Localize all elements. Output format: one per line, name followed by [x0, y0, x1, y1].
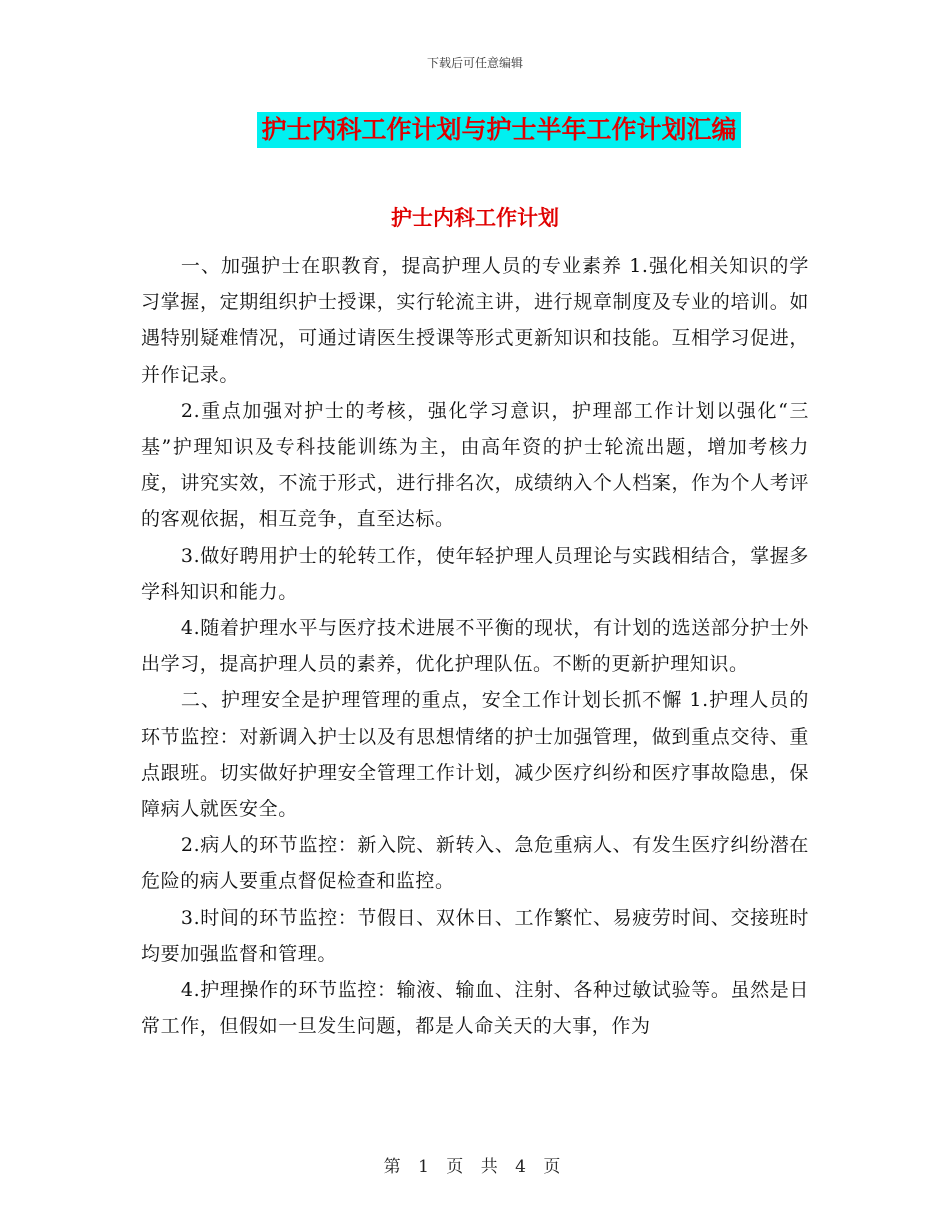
paragraph: 4.随着护理水平与医疗技术进展不平衡的现状，有计划的选送部分护士外出学习，提高护理人员的素养，优化护理队伍。不断的更新护理知识。: [141, 617, 809, 676]
document-title-container: [0, 112, 950, 148]
paragraph: 3.时间的环节监控：节假日、双休日、工作繁忙、易疲劳时间、交接班时均要加强监督和管理。: [141, 906, 809, 965]
document-title: 护士内科工作计划与护士半年工作计划汇编: [257, 112, 740, 148]
paragraph: 4.护理操作的环节监控：输液、输血、注射、各种过敏试验等。虽然是日常工作，但假如一旦发生问题，都是人命关天的大事，作为: [141, 979, 809, 1038]
paragraph: 2.病人的环节监控：新入院、新转入、急危重病人、有发生医疗纠纷潜在危险的病人要重点督促检查和监控。: [141, 834, 809, 893]
page-number-footer: 第 1 页 共 4 页: [383, 1157, 567, 1177]
paragraph: 3.做好聘用护士的轮转工作，使年轻护理人员理论与实践相结合，掌握多学科知识和能力。: [141, 544, 809, 603]
document-body: [141, 248, 809, 1044]
section-title: 护士内科工作计划: [391, 206, 559, 230]
page-header-note: 下载后可任意编辑: [426, 56, 523, 70]
paragraph: 2.重点加强对护士的考核，强化学习意识，护理部工作计划以强化“三基”护理知识及专科技能训练为主，由高年资的护士轮流出题，增加考核力度，讲究实效，不流于形式，进行排名次，成绩纳入个人档案，作为个人考评的客观依据，相互竞争，直至达标。: [141, 399, 809, 531]
paragraph: 二、护理安全是护理管理的重点，安全工作计划长抓不懈 1.护理人员的环节监控：对新调入护士以及有思想情绪的护士加强管理，做到重点交待、重点跟班。切实做好护理安全管理工作计划，减少医疗纠纷和医疗事故隐患，保障病人就医安全。: [141, 689, 809, 821]
paragraph: 一、加强护士在职教育，提高护理人员的专业素养 1.强化相关知识的学习掌握，定期组织护士授课，实行轮流主讲，进行规章制度及专业的培训。如遇特别疑难情况，可通过请医生授课等形式更新知识和技能。互相学习促进，并作记录。: [141, 255, 809, 386]
